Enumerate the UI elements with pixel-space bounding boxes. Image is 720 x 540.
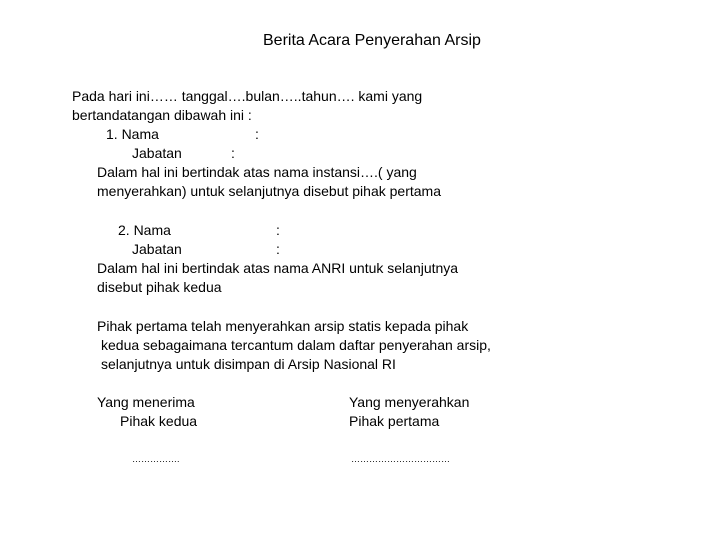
party1-desc-line-2: menyerahkan) untuk selanjutnya disebut pihak pertama [97,183,441,199]
party2-jabatan-label: Jabatan [132,241,182,257]
party2-nama-colon: : [276,222,280,238]
giver-signature-dots: …………………………… [351,454,450,464]
party1-jabatan-colon: : [231,145,235,161]
statement-line-3: selanjutnya untuk disimpan di Arsip Nasional RI [101,356,396,372]
receiver-role: Yang menerima [97,394,195,410]
giver-party: Pihak pertama [349,413,440,429]
receiver-signature-dots: ……………. [132,454,180,464]
party1-jabatan-label: Jabatan [132,145,182,161]
giver-role: Yang menyerahkan [349,394,470,410]
party2-nama-label: 2. Nama [118,222,171,238]
party1-desc-line-1: Dalam hal ini bertindak atas nama instansi….( yang [97,164,417,180]
intro-line-2: bertandatangan dibawah ini : [72,107,252,123]
party2-jabatan-colon: : [276,241,280,257]
document-title: Berita Acara Penyerahan Arsip [263,32,481,49]
party2-desc-line-1: Dalam hal ini bertindak atas nama ANRI untuk selanjutnya [97,260,459,276]
statement-line-1: Pihak pertama telah menyerahkan arsip statis kepada pihak [97,318,469,334]
intro-line-1: Pada hari ini…… tanggal….bulan…..tahun…. kami yang [72,88,423,104]
statement-line-2: kedua sebagaimana tercantum dalam daftar penyerahan arsip, [101,337,491,353]
receiver-party: Pihak kedua [120,413,198,429]
party2-desc-line-2: disebut pihak kedua [97,279,222,295]
party1-nama-colon: : [255,126,259,142]
party1-nama-label: 1. Nama [106,126,159,142]
